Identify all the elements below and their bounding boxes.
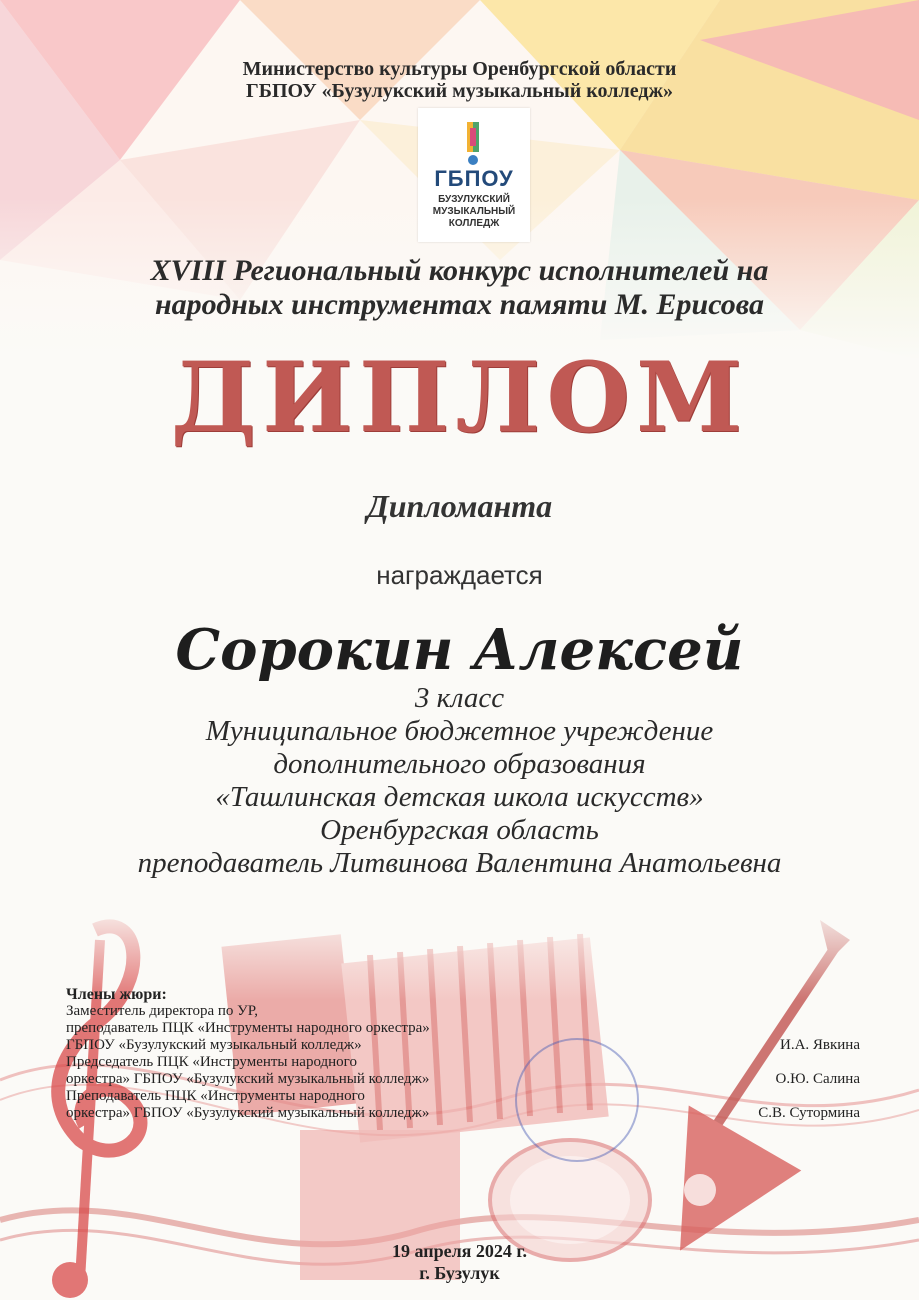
recipient-region: Оренбургская область bbox=[320, 814, 599, 846]
logo-line-2: МУЗЫКАЛЬНЫЙ bbox=[432, 206, 516, 217]
degree-label: Дипломанта bbox=[366, 488, 553, 524]
org-line-2: дополнительного образования bbox=[273, 748, 646, 780]
awarded-label: награждается bbox=[376, 560, 543, 590]
jury-section bbox=[66, 986, 866, 1122]
logo-line-1: БУЗУЛУКСКИЙ bbox=[438, 194, 510, 205]
jury-member-line: преподаватель ПЦК «Инструменты народного оркестра» bbox=[66, 1020, 430, 1036]
ministry-line-1: Министерство культуры Оренбургской области bbox=[242, 58, 677, 80]
award-city: г. Бузулук bbox=[419, 1263, 500, 1283]
jury-member-line: оркестра» ГБПОУ «Бузулукский музыкальный колледж» bbox=[66, 1105, 430, 1121]
contest-line-2: народных инструментах памяти М. Ерисова bbox=[155, 288, 764, 321]
jury-member-line: оркестра» ГБПОУ «Бузулукский музыкальный колледж» bbox=[66, 1071, 430, 1087]
logo-text bbox=[418, 194, 530, 230]
logo-abbr: ГБПОУ bbox=[434, 166, 514, 191]
jury-member bbox=[66, 1003, 866, 1054]
org-line-1: Муниципальное бюджетное учреждение bbox=[205, 715, 714, 747]
contest-title bbox=[0, 254, 919, 322]
gbpou-logo-icon bbox=[418, 108, 530, 242]
logo-line-3: КОЛЛЕДЖ bbox=[448, 218, 500, 229]
jury-member-line: Председатель ПЦК «Инструменты народного bbox=[66, 1054, 357, 1070]
jury-title: Члены жюри: bbox=[66, 986, 167, 1003]
jury-member-line: ГБПОУ «Бузулукский музыкальный колледж» bbox=[66, 1037, 362, 1053]
footer bbox=[0, 1240, 919, 1284]
jury-member-name: О.Ю. Салина bbox=[775, 1071, 860, 1087]
jury-member bbox=[66, 1088, 866, 1122]
recipient-name: Сорокин Алексей bbox=[175, 617, 744, 683]
ministry-line-2: ГБПОУ «Бузулукский музыкальный колледж» bbox=[246, 80, 673, 102]
org-line-3: «Ташлинская детская школа искусств» bbox=[215, 781, 704, 813]
jury-member bbox=[66, 1054, 866, 1088]
contest-line-1: XVIII Региональный конкурс исполнителей на bbox=[150, 254, 769, 287]
award-date: 19 апреля 2024 г. bbox=[391, 1241, 528, 1261]
recipient-teacher: преподаватель Литвинова Валентина Анатольевна bbox=[137, 847, 782, 879]
diploma-title: ДИПЛОМ bbox=[170, 341, 749, 454]
ministry-header bbox=[0, 58, 919, 102]
logo-exclamation-icon bbox=[464, 122, 482, 166]
jury-member-name: С.В. Сутормина bbox=[758, 1105, 860, 1121]
jury-member-line: Заместитель директора по УР, bbox=[66, 1003, 259, 1019]
jury-member-name: И.А. Явкина bbox=[779, 1037, 860, 1053]
jury-member-line: Преподаватель ПЦК «Инструменты народного bbox=[66, 1088, 365, 1104]
recipient-details bbox=[0, 682, 919, 880]
recipient-grade: 3 класс bbox=[414, 682, 505, 714]
